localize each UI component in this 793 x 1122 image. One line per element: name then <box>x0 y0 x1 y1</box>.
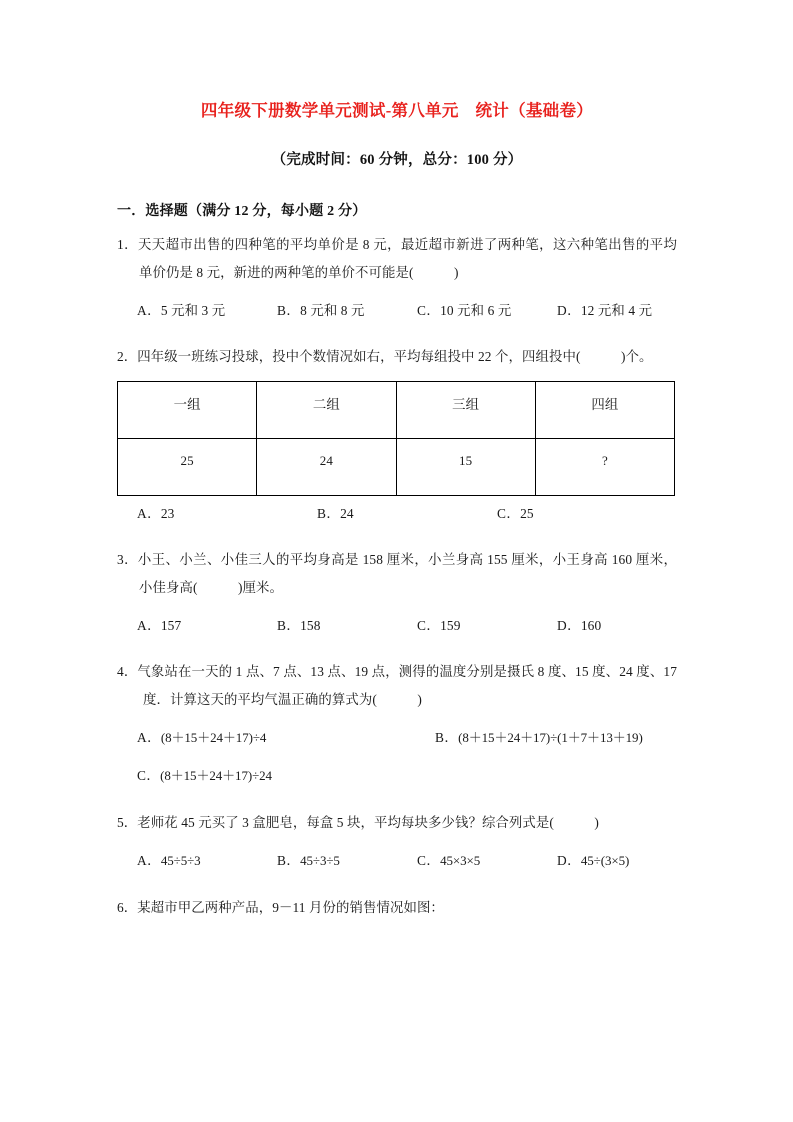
option-1-a[interactable] <box>137 297 277 324</box>
question-5-options <box>117 847 677 875</box>
question-4-options-row-2 <box>117 762 677 790</box>
question-3-options <box>117 612 677 639</box>
option-5-d[interactable] <box>557 847 629 875</box>
option-3-c[interactable] <box>417 612 557 639</box>
question-2-data-table <box>117 381 675 496</box>
option-1-c-text: 10 元和 6 元 <box>440 303 512 319</box>
option-5-a[interactable] <box>137 847 277 875</box>
table-cell-value-4: ? <box>535 438 674 495</box>
option-3-b[interactable] <box>277 612 417 639</box>
option-2-c-label: C． <box>497 505 521 521</box>
option-2-a-text: 23 <box>160 505 175 521</box>
question-2-options <box>117 500 677 527</box>
option-4-b-label: B． <box>435 729 459 745</box>
option-1-a-label: A． <box>137 303 161 319</box>
table-cell-value-1: 25 <box>118 438 257 495</box>
option-4-c-text: (8＋15＋24＋17)÷24 <box>160 768 272 784</box>
option-1-d[interactable] <box>557 297 652 324</box>
option-5-b-text: 45÷3÷5 <box>300 853 340 869</box>
table-row-values <box>118 438 675 495</box>
option-2-a-label: A． <box>137 505 161 521</box>
option-4-c[interactable] <box>137 762 272 790</box>
option-4-b[interactable] <box>435 724 643 752</box>
table-cell-value-3: 15 <box>396 438 535 495</box>
option-5-a-label: A． <box>137 853 161 869</box>
option-2-b-label: B． <box>317 505 341 521</box>
option-3-d-label: D． <box>557 617 581 633</box>
option-3-d-text: 160 <box>580 617 602 633</box>
option-5-c-label: C． <box>417 853 441 869</box>
option-1-b[interactable] <box>277 297 417 324</box>
option-3-a-text: 157 <box>160 617 182 633</box>
option-5-b-label: B． <box>277 853 301 869</box>
option-2-c-text: 25 <box>520 505 534 521</box>
question-3 <box>117 527 677 639</box>
question-3-stem: 3．小王、小兰、小佳三人的平均身高是 158 厘米，小兰身高 155 厘米，小王身高 160 厘米，小佳身高( )厘米。 <box>117 552 677 595</box>
option-2-b-text: 24 <box>340 505 354 521</box>
option-5-d-text: 45÷(3×5) <box>580 853 630 869</box>
question-4 <box>117 639 677 790</box>
option-2-b[interactable] <box>317 500 497 527</box>
page-title: 四年级下册数学单元测试-第八单元 统计（基础卷） <box>200 101 594 120</box>
table-row-headers <box>118 381 675 438</box>
option-4-c-label: C． <box>137 768 161 784</box>
option-1-d-text: 12 元和 4 元 <box>580 303 653 319</box>
option-3-d[interactable] <box>557 612 601 639</box>
question-2-stem: 2．四年级一班练习投球，投中个数情况如右，平均每组投中 22 个，四组投中( )个。 <box>117 349 653 365</box>
option-1-c-label: C． <box>417 303 441 319</box>
option-5-a-text: 45÷5÷3 <box>160 853 201 869</box>
option-2-c[interactable] <box>497 500 534 527</box>
table-header-group-4: 四组 <box>535 381 674 438</box>
option-1-d-label: D． <box>557 303 581 319</box>
question-1 <box>117 220 677 324</box>
option-3-a[interactable] <box>137 612 277 639</box>
question-4-options-row-1 <box>117 724 677 752</box>
option-1-b-text: 8 元和 8 元 <box>300 303 365 319</box>
table-cell-value-2: 24 <box>257 438 396 495</box>
option-3-a-label: A． <box>137 617 161 633</box>
option-4-a-label: A． <box>137 729 161 745</box>
option-3-c-label: C． <box>417 617 441 633</box>
question-5 <box>117 790 677 875</box>
option-3-b-text: 158 <box>300 617 321 633</box>
question-2 <box>117 324 677 527</box>
option-1-b-label: B． <box>277 303 301 319</box>
table-header-group-1: 一组 <box>118 381 257 438</box>
question-1-stem: 1．天天超市出售的四种笔的平均单价是 8 元，最近超市新进了两种笔，这六种笔出售的平均单价仍是 8 元，新进的两种笔的单价不可能是( ) <box>117 237 677 280</box>
option-4-a-text: (8＋15＋24＋17)÷4 <box>160 729 267 745</box>
option-5-b[interactable] <box>277 847 417 875</box>
question-1-options <box>117 297 677 324</box>
page-content <box>117 0 677 921</box>
section-heading-multiple-choice: 一．选择题（满分 12 分，每小题 2 分） <box>117 204 367 220</box>
option-3-c-text: 159 <box>440 617 461 633</box>
option-5-c[interactable] <box>417 847 557 875</box>
table-header-group-2: 二组 <box>257 381 396 438</box>
option-2-a[interactable] <box>137 500 317 527</box>
question-4-stem: 4．气象站在一天的 1 点、7 点、13 点、19 点，测得的温度分别是摄氏 8 度、15 度、24 度、17 度．计算这天的平均气温正确的算式为( ) <box>117 664 677 707</box>
option-1-a-text: 5 元和 3 元 <box>160 303 226 319</box>
exam-info-subtitle: （完成时间：60 分钟，总分：100 分） <box>271 152 523 169</box>
question-6 <box>117 875 677 921</box>
option-1-c[interactable] <box>417 297 557 324</box>
question-5-stem: 5．老师花 45 元买了 3 盒肥皂，每盒 5 块，平均每块多少钱？综合列式是( ) <box>117 814 599 830</box>
option-4-b-text: (8＋15＋24＋17)÷(1＋7＋13＋19) <box>458 729 643 745</box>
question-6-stem: 6．某超市甲乙两种产品，9－11 月份的销售情况如图： <box>117 899 444 915</box>
option-4-a[interactable] <box>137 724 435 752</box>
option-5-c-text: 45×3×5 <box>440 853 481 869</box>
option-3-b-label: B． <box>277 617 301 633</box>
option-5-d-label: D． <box>557 853 581 869</box>
table-header-group-3: 三组 <box>396 381 535 438</box>
